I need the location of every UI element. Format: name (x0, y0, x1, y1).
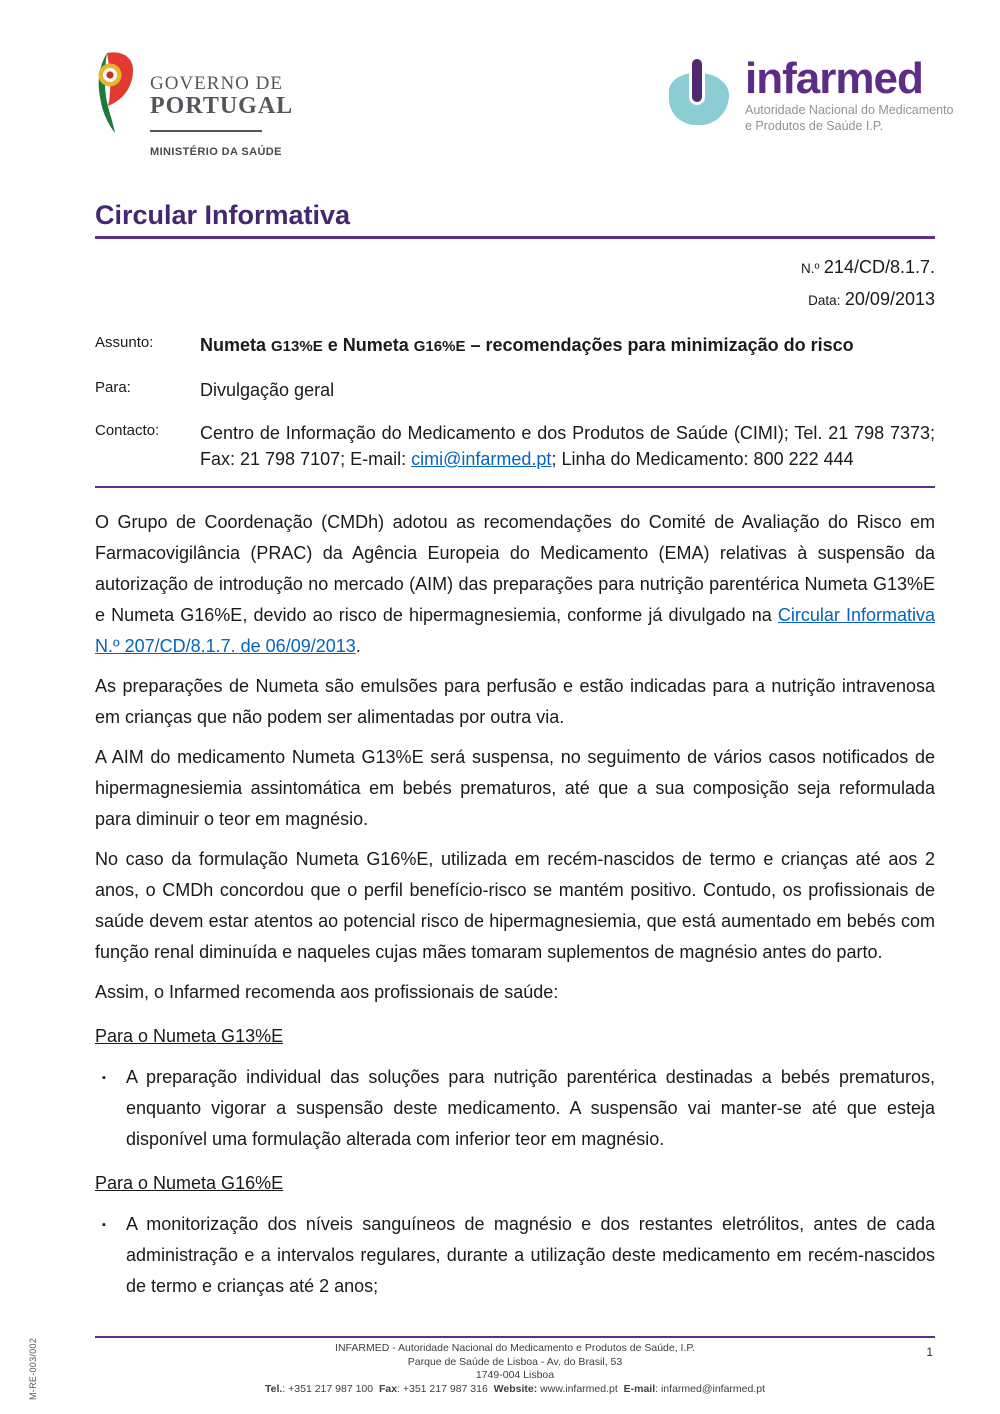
header-separator-rule (95, 486, 935, 488)
gov-wordmark-line1: GOVERNO DE (150, 73, 283, 94)
assunto-label: Assunto: (95, 334, 154, 351)
bullet-numeta-g16: ▪ A monitorização dos níveis sanguíneos de magnésio e dos restantes eletrólitos, antes de cada administração e a intervalos regulares, durante a utilização deste medicamento em recém-nascidos de termo e crianças até 2 anos; (95, 1209, 935, 1302)
field-para (95, 377, 935, 403)
infarmed-wordmark: infarmed (745, 54, 923, 103)
footer-address-line1: INFARMED - Autoridade Nacional do Medicamento e Produtos de Saúde, I.P. (335, 1342, 695, 1354)
document-body (95, 507, 935, 1311)
paragraph-4: No caso da formulação Numeta G16%E, utilizada em recém-nascidos de termo e crianças até aos 2 anos, o CMDh concordou que o perfil benefício-risco se mantém positivo. Contudo, os profissionais de saúde devem estar atentos ao potencial risco de hipermagnesiemia, que está aumentado em bebés com função renal diminuída e naqueles cujas mães tomaram suplementos de magnésio antes do parto. (95, 849, 935, 962)
date-value: 20/09/2013 (844, 289, 935, 309)
footer-rule (95, 1336, 935, 1338)
page-title: Circular Informativa (95, 200, 351, 230)
contacto-label: Contacto: (95, 422, 160, 439)
title-rule (95, 236, 935, 239)
paragraph-3: A AIM do medicamento Numeta G13%E será suspensa, no seguimento de vários casos notificados de hipermagnesiemia assintomática em bebés prematuros, até que a sua composição seja reformulada para diminuir o teor em magnésio. (95, 747, 935, 829)
document-date (801, 284, 935, 316)
field-contacto (95, 420, 935, 472)
footer-fax-label: Fax (378, 1382, 398, 1395)
assunto-value: Numeta G13%E e Numeta G16%E – recomendações para minimização do risco (200, 335, 854, 355)
footer-address-line2: Parque de Saúde de Lisboa - Av. do Brasil, 53 (407, 1355, 623, 1368)
footer-website-label: Website: (493, 1382, 538, 1395)
infarmed-caption-line1: Autoridade Nacional do Medicamento (745, 103, 954, 117)
gov-ministry-label: MINISTÉRIO DA SAÚDE (150, 146, 282, 158)
paragraph-1: O Grupo de Coordenação (CMDh) adotou as recomendações do Comité de Avaliação do Risco em Farmacovigilância (PRAC) da Agência Europeia do Medicamento (EMA) relativas à suspensão da autorização de introdução no mercado (AIM) das preparações para nutrição parentérica Numeta G13%E e Numeta G16%E, devido ao risco de hipermagnesiemia, conforme já divulgado na Circular Informativa N.º 207/CD/8.1.7. de 06/09/2013. (95, 512, 936, 656)
infarmed-bar-shape (689, 56, 705, 105)
portugal-flag-icon (95, 52, 135, 134)
field-assunto (95, 332, 935, 360)
para-label: Para: (95, 379, 131, 396)
footer-website-value: www.infarmed.pt (537, 1382, 618, 1395)
infarmed-logo (663, 56, 953, 134)
paragraph-5: Assim, o Infarmed recomenda aos profissionais de saúde: (95, 982, 559, 1002)
contacto-value: Centro de Informação do Medicamento e dos Produtos de Saúde (CIMI); Tel. 21 798 7373; Fax: 21 798 7107; E-mail: cimi@infarmed.pt; Linha do Medicamento: 800 222 444 (200, 423, 935, 469)
document-number (801, 252, 935, 284)
infarmed-caption-line2: e Produtos de Saúde I.P. (745, 119, 884, 133)
bullet-numeta-g13: ▪ A preparação individual das soluções para nutrição parentérica destinadas a bebés prematuros, enquanto vigorar a suspensão deste medicamento. A suspensão vai manter-se até que esteja disponível uma formulação alterada com inferior teor em magnésio. (95, 1062, 935, 1155)
heading-numeta-g13: Para o Numeta G13%E (95, 1026, 284, 1046)
heading-numeta-g16: Para o Numeta G16%E (95, 1173, 284, 1193)
gov-divider (150, 130, 262, 132)
number-value: 214/CD/8.1.7. (823, 257, 935, 277)
cimi-email-link[interactable]: cimi@infarmed.pt (411, 449, 552, 469)
footer-tel-label: Tel. (264, 1382, 283, 1395)
date-label: Data: (808, 293, 841, 308)
page-footer (95, 1336, 935, 1396)
footer-email-value: : infarmed@infarmed.pt (655, 1382, 766, 1395)
number-label: N.º (801, 261, 820, 276)
circular-207-link[interactable]: Circular Informativa N.º 207/CD/8.1.7. de 06/09/2013 (95, 605, 936, 656)
infarmed-icon (663, 56, 735, 128)
para-value: Divulgação geral (200, 380, 335, 400)
page-number: 1 (926, 1345, 933, 1359)
document-meta (801, 252, 935, 316)
footer-email-label: E-mail (623, 1382, 656, 1395)
governo-portugal-logo (95, 52, 293, 158)
footer-contacts-line: Tel.: +351 217 987 100 Fax: +351 217 987 316 Website: www.infarmed.pt E-mail: infarmed@infarmed.pt (264, 1382, 766, 1395)
subject-fields (95, 332, 935, 489)
footer-address-line3: 1749-004 Lisboa (475, 1369, 555, 1381)
paragraph-2: As preparações de Numeta são emulsões para perfusão e estão indicadas para a nutrição intravenosa em crianças que não podem ser alimentadas por outra via. (95, 676, 935, 727)
gov-wordmark-line2: PORTUGAL (150, 93, 294, 119)
document-code-vertical: M-RE-003/002 (28, 1337, 38, 1400)
